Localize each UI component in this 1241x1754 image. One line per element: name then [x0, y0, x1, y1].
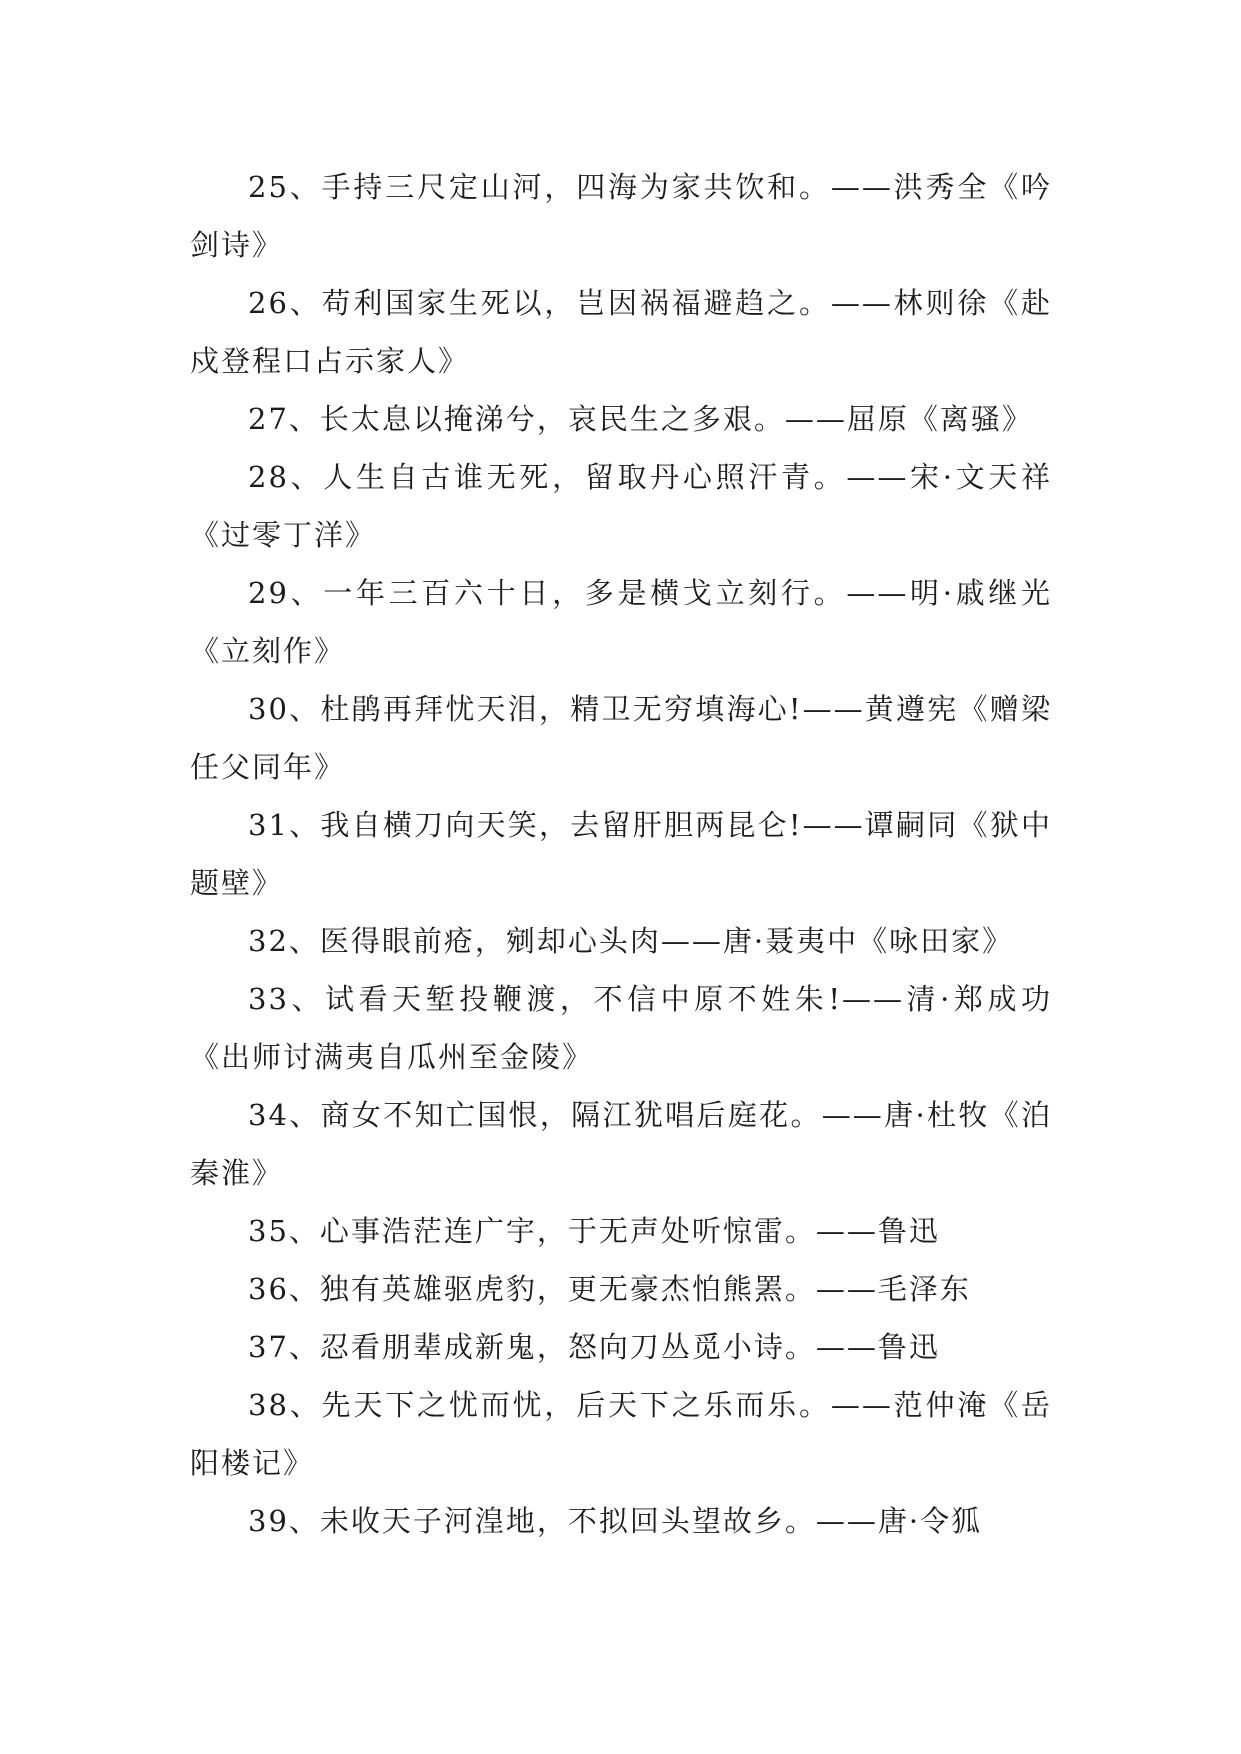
- quote-entry-33: 33、试看天堑投鞭渡，不信中原不姓朱!——清·郑成功《出师讨满夷自瓜州至金陵》: [190, 982, 1052, 1074]
- quote-entry-38: 38、先天下之忧而忧，后天下之乐而乐。——范仲淹《岳阳楼记》: [190, 1388, 1052, 1480]
- quote-entry-29: 29、一年三百六十日，多是横戈立刻行。——明·戚继光《立刻作》: [190, 576, 1052, 668]
- quote-entry-28: 28、人生自古谁无死，留取丹心照汗青。——宋·文天祥《过零丁洋》: [190, 460, 1052, 552]
- quote-entry-35: 35、心事浩茫连广宇，于无声处听惊雷。——鲁迅: [248, 1214, 940, 1248]
- quote-entry-36: 36、独有英雄驱虎豹，更无豪杰怕熊罴。——毛泽东: [248, 1272, 971, 1306]
- quote-entry-27: 27、长太息以掩涕兮，哀民生之多艰。——屈原《离骚》: [248, 402, 1033, 436]
- quote-entry-32: 32、医得眼前疮，剜却心头肉——唐·聂夷中《咏田家》: [248, 924, 1014, 958]
- quote-entry-30: 30、杜鹃再拜忧天泪，精卫无穷填海心!——黄遵宪《赠梁任父同年》: [190, 692, 1052, 784]
- quote-entry-26: 26、苟利国家生死以，岂因祸福避趋之。——林则徐《赴戍登程口占示家人》: [190, 286, 1052, 378]
- quote-entry-25: 25、手持三尺定山河，四海为家共饮和。——洪秀全《吟剑诗》: [190, 170, 1052, 262]
- quote-entry-31: 31、我自横刀向天笑，去留肝胆两昆仑!——谭嗣同《狱中题壁》: [190, 808, 1052, 900]
- quote-entry-34: 34、商女不知亡国恨，隔江犹唱后庭花。——唐·杜牧《泊秦淮》: [190, 1098, 1052, 1190]
- document-body: [190, 158, 1052, 1550]
- quote-entry-37: 37、忍看朋辈成新鬼，怒向刀丛觅小诗。——鲁迅: [248, 1330, 940, 1364]
- quote-entry-39: 39、未收天子河湟地，不拟回头望故乡。——唐·令狐: [248, 1504, 983, 1538]
